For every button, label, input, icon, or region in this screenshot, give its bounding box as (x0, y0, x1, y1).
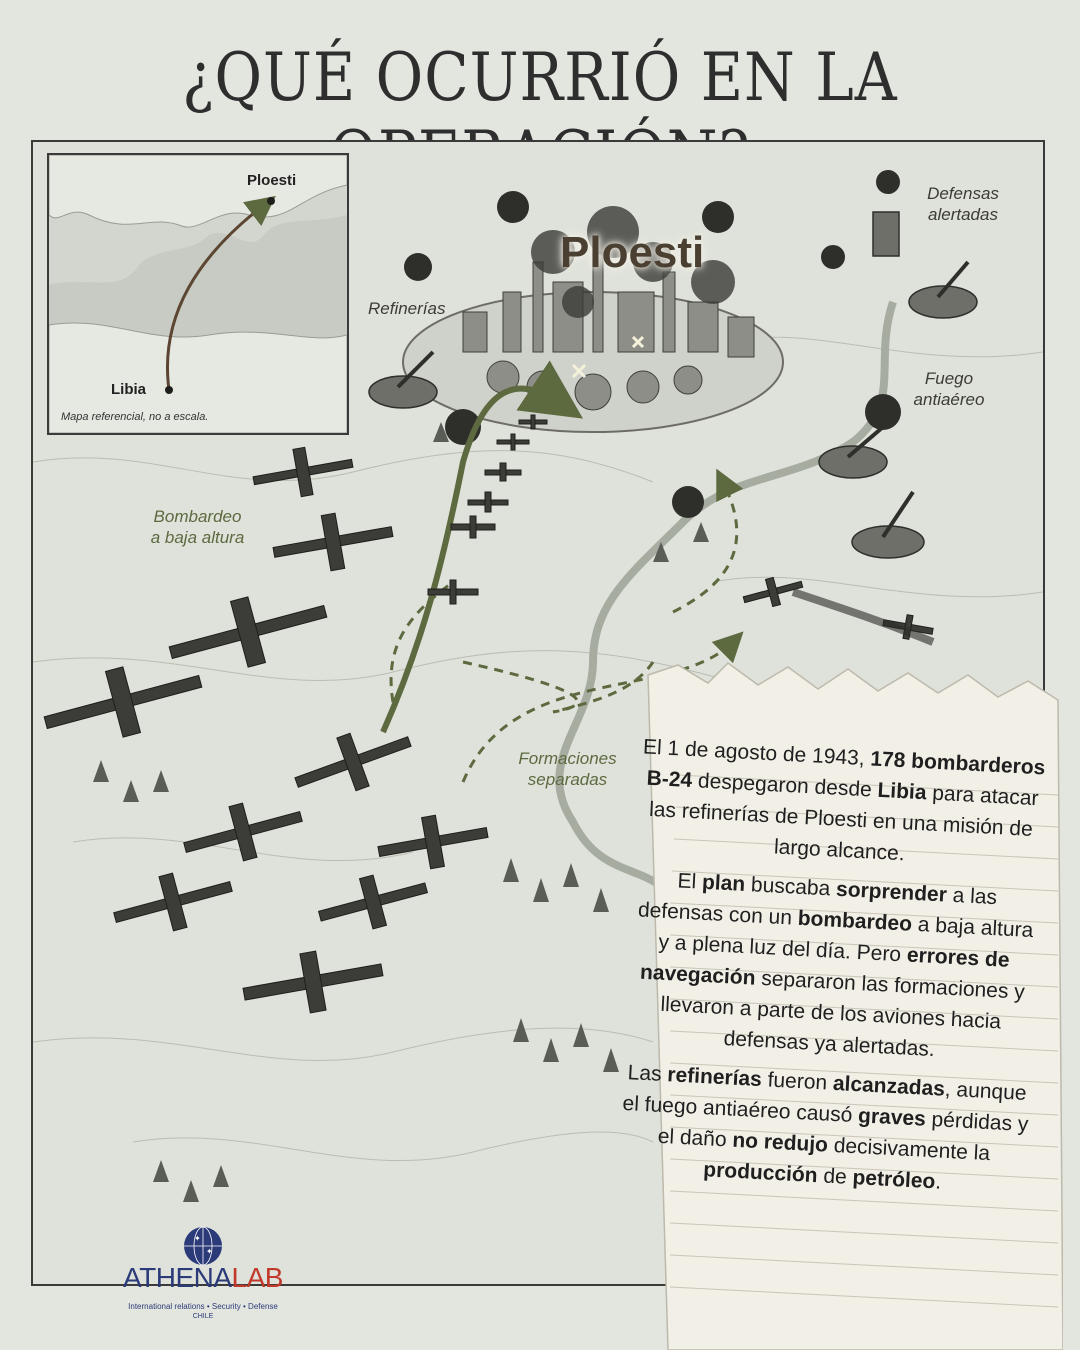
athenalab-logo (118, 1226, 288, 1326)
note-text (616, 731, 1049, 1210)
globe-icon (118, 1226, 288, 1266)
note-bold-segment: refinerías (666, 1063, 763, 1092)
note-text-segment: decisivamente la (827, 1133, 991, 1166)
fuego-label (904, 368, 994, 411)
note-bold-segment: alcanzadas (832, 1071, 946, 1101)
note-text-segment: separaron las formaciones y llevaron a parte de los aviones hacia defensas ya alertadas. (659, 966, 1026, 1062)
note-text-segment: a baja altura y a plena luz del día. Pero (657, 912, 1034, 967)
note-text-segment: de (816, 1164, 854, 1189)
logo-wordmark (118, 1262, 288, 1294)
formaciones-label (515, 748, 620, 791)
bombardeo-label-line2: a baja altura (150, 528, 245, 548)
defensas-label (918, 183, 1008, 226)
fuego-label-line1: Fuego (924, 369, 974, 388)
note-paragraph-3 (617, 1057, 1033, 1202)
note-bold-segment: producción (702, 1158, 819, 1188)
logo-wordmark-lab: LAB (231, 1262, 283, 1293)
note-bold-segment: errores de navegación (639, 943, 1011, 990)
note-text-segment: buscaba (744, 872, 837, 901)
svg-text:✦: ✦ (194, 1234, 201, 1243)
note-bold-segment: no redujo (731, 1128, 829, 1157)
defensas-label-line2: alertadas (928, 205, 998, 225)
note-text-segment: pérdidas y el daño (657, 1107, 1029, 1152)
note-text-segment: . (934, 1170, 942, 1194)
note-text-segment: a las defensas con un (637, 883, 998, 930)
bombardeo-label (140, 506, 255, 549)
note-paragraph-2 (624, 863, 1043, 1070)
logo-tagline: International relations • Security • Defense (128, 1302, 278, 1311)
note-bold-segment: graves (857, 1104, 927, 1131)
refinerias-label (368, 298, 445, 319)
fuego-label-line2: antiaéreo (913, 390, 985, 410)
note-text-segment: El 1 de agosto de 1943, (642, 735, 872, 771)
logo-wordmark-athena: ATHENA (123, 1262, 232, 1293)
ploesti-city-label: Ploesti (560, 228, 705, 277)
inset-scale-note: Mapa referencial, no a escala. (61, 411, 209, 423)
inset-destination-label: Ploesti (247, 172, 297, 189)
note-text-segment: El (676, 869, 703, 894)
formaciones-label-line2: separadas (527, 770, 608, 790)
inset-map (47, 153, 349, 435)
defensas-label-line1: Defensas (927, 184, 999, 203)
formaciones-label-line1: Formaciones (518, 749, 617, 768)
logo-country: CHILE (192, 1313, 214, 1320)
inset-origin-label: Libia (111, 381, 147, 398)
note-paragraph-1 (634, 731, 1050, 876)
note-text-segment: despegaron desde (691, 769, 879, 802)
svg-text:✦: ✦ (206, 1247, 213, 1256)
note-text-segment: para atacar las refinerías de Ploesti en una misión de largo alcance. (648, 781, 1040, 866)
inset-map-illustration (49, 155, 347, 433)
refinerias-label-text: Refinerías (368, 299, 446, 318)
note-bold-segment: Libia (876, 778, 928, 805)
note-bold-segment: petróleo (851, 1166, 936, 1194)
note-bold-segment: sorprender (835, 877, 948, 907)
note-bold-segment: 178 bombarderos B-24 (646, 747, 1046, 793)
note-text-segment: Las (627, 1061, 668, 1087)
bombardeo-label-line1: Bombardeo (153, 507, 242, 526)
note-text-segment: , aunque el fuego antiaéreo causó (622, 1077, 1028, 1128)
note-text-segment: fueron (761, 1068, 834, 1095)
note-bold-segment: plan (701, 870, 746, 896)
note-bold-segment: bombardeo (797, 906, 913, 936)
page-title: ¿QUÉ OCURRIÓ EN LA (182, 37, 898, 116)
